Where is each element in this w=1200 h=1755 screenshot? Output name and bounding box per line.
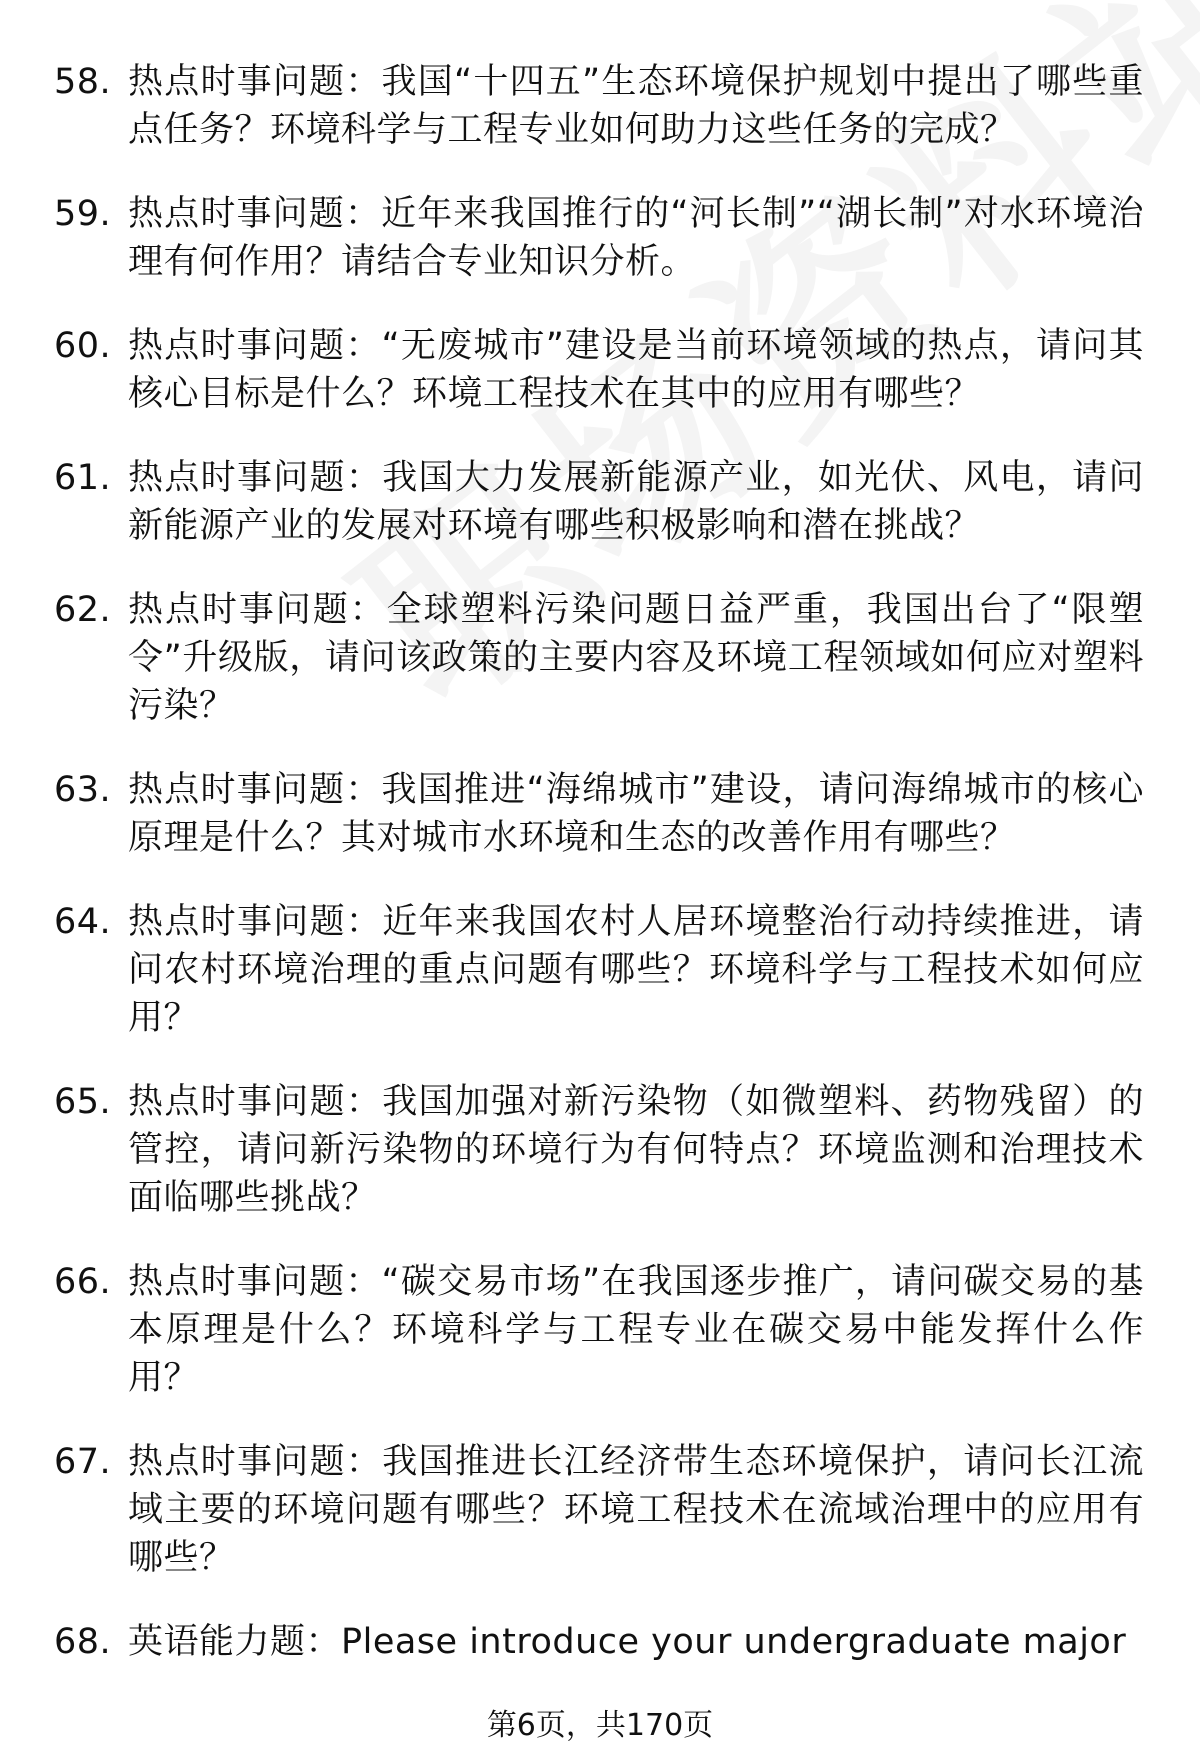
- list-item: [54, 1438, 1144, 1582]
- list-item: [54, 58, 1144, 154]
- list-item: [54, 586, 1144, 730]
- question-number: 62.: [54, 590, 112, 630]
- list-item: [54, 766, 1144, 862]
- question-text: 热点时事问题：近年来我国推行的“河长制”“湖长制”对水环境治理有何作用？请结合专业知识分析。: [128, 194, 1144, 282]
- question-text: 热点时事问题：近年来我国农村人居环境整治行动持续推进，请问农村环境治理的重点问题有哪些？环境科学与工程技术如何应用？: [128, 902, 1144, 1038]
- question-text: 热点时事问题：“无废城市”建设是当前环境领域的热点，请问其核心目标是什么？环境工程技术在其中的应用有哪些？: [128, 326, 1144, 414]
- list-item: [54, 190, 1144, 286]
- question-text: 热点时事问题：我国“十四五”生态环境保护规划中提出了哪些重点任务？环境科学与工程专业如何助力这些任务的完成？: [128, 62, 1144, 150]
- question-number: 65.: [54, 1082, 112, 1122]
- list-item: [54, 1258, 1144, 1402]
- list-item: [54, 898, 1144, 1042]
- question-text: 热点时事问题：我国推进“海绵城市”建设，请问海绵城市的核心原理是什么？其对城市水环境和生态的改善作用有哪些？: [128, 770, 1144, 858]
- question-number: 59.: [54, 194, 112, 234]
- question-number: 68.: [54, 1622, 112, 1662]
- list-item: [54, 454, 1144, 550]
- question-text: 热点时事问题：全球塑料污染问题日益严重，我国出台了“限塑令”升级版，请问该政策的主要内容及环境工程领域如何应对塑料污染？: [128, 590, 1144, 726]
- question-number: 60.: [54, 326, 112, 366]
- question-list: [54, 58, 1144, 1702]
- question-number: 66.: [54, 1262, 112, 1302]
- question-text: 热点时事问题：我国推进长江经济带生态环境保护，请问长江流域主要的环境问题有哪些？环境工程技术在流域治理中的应用有哪些？: [128, 1442, 1144, 1578]
- list-item: [54, 1078, 1144, 1222]
- question-text: 热点时事问题：我国大力发展新能源产业，如光伏、风电，请问新能源产业的发展对环境有哪些积极影响和潜在挑战？: [128, 458, 1144, 546]
- page-number-footer: 第6页，共170页: [486, 1708, 714, 1743]
- question-number: 64.: [54, 902, 112, 942]
- question-text: 热点时事问题：我国加强对新污染物（如微塑料、药物残留）的管控，请问新污染物的环境行为有何特点？环境监测和治理技术面临哪些挑战？: [128, 1082, 1144, 1218]
- question-text: 英语能力题：Please introduce your undergraduate major: [128, 1622, 1127, 1662]
- list-item: [54, 1618, 1144, 1666]
- question-number: 67.: [54, 1442, 112, 1482]
- question-number: 58.: [54, 62, 112, 102]
- list-item: [54, 322, 1144, 418]
- question-number: 61.: [54, 458, 112, 498]
- question-text: 热点时事问题：“碳交易市场”在我国逐步推广，请问碳交易的基本原理是什么？环境科学与工程专业在碳交易中能发挥什么作用？: [128, 1262, 1144, 1398]
- question-number: 63.: [54, 770, 112, 810]
